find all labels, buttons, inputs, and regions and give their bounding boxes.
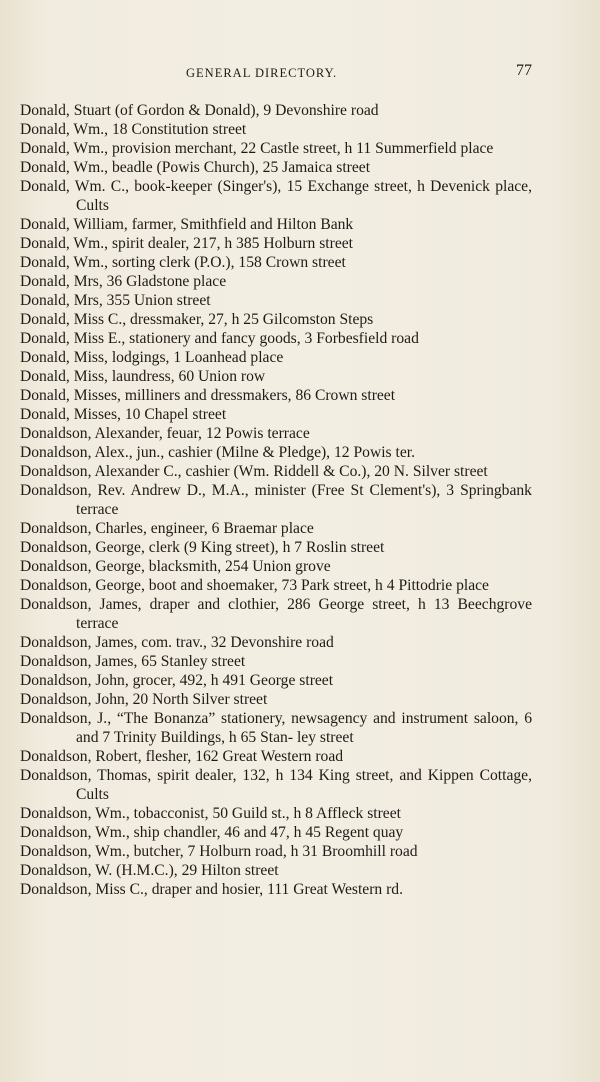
entry-line: Donald, Miss C., dressmaker, 27, h 25 Gilcomston Steps [20,311,374,328]
entry-line: Donald, Wm., sorting clerk (P.O.), 158 Crown street [20,254,346,271]
directory-entry [20,253,532,272]
directory-entry [20,557,532,576]
directory-entry [20,101,532,120]
entry-line: Donaldson, Wm., ship chandler, 46 and 47, h 45 Regent quay [20,824,404,841]
entry-line: Donald, Misses, 10 Chapel street [20,406,227,423]
entry-line: Donaldson, Miss C., draper and hosier, 111 Great Western rd. [20,881,403,898]
entry-line: Donald, Wm., spirit dealer, 217, h 385 Holburn street [20,235,353,252]
entry-line: Donald, Miss E., stationery and fancy goods, 3 Forbesfield road [20,330,419,347]
entry-line: Donaldson, W. (H.M.C.), 29 Hilton street [20,862,279,879]
directory-entry [20,595,532,633]
entry-line: Donald, Mrs, 355 Union street [20,292,211,309]
directory-entry [20,861,532,880]
entry-line: Donaldson, Robert, flesher, 162 Great Western road [20,748,344,765]
running-title: GENERAL DIRECTORY. [186,66,338,80]
entry-line: Beechgrove terrace [76,596,532,632]
entry-line: Donaldson, Thomas, spirit dealer, 132, h 134 King street, and [20,767,422,784]
directory-entry [20,424,532,443]
directory-entry [20,158,532,177]
entry-line: Silver street [412,463,488,480]
directory-entry [20,291,532,310]
directory-entry [20,367,532,386]
directory-entry [20,234,532,253]
entry-line: Donaldson, J., “The Bonanza” stationery, newsagency and [20,710,396,727]
entry-line: Donald, Miss, laundress, 60 Union row [20,368,266,385]
directory-entry [20,823,532,842]
entry-line: Donaldson, Alex., jun., cashier (Milne & Pledge), 12 Powis ter. [20,444,415,461]
directory-entry [20,519,532,538]
entry-line: h Devenick place, Cults [76,178,532,214]
entry-line: Donald, Mrs, 36 Gladstone place [20,273,227,290]
entry-line: Donaldson, George, blacksmith, 254 Union grove [20,558,331,575]
entry-line: Donald, Stuart (of Gordon & Donald), 9 Devonshire road [20,102,379,119]
directory-entry [20,880,532,899]
entry-line: Donaldson, George, boot and shoemaker, 73 Park street, h [20,577,383,594]
entry-line: 4 Pittodrie place [386,577,489,594]
page-number: 77 [516,62,532,79]
directory-entry [20,842,532,861]
directory-entry [20,177,532,215]
directory-entry [20,633,532,652]
directory-entry [20,481,532,519]
directory-entry [20,443,532,462]
entry-line: road [389,843,418,860]
entry-line: ley street [296,729,354,746]
directory-entry [20,804,532,823]
directory-entry [20,386,532,405]
entry-line: Donaldson, James, 65 Stanley street [20,653,246,670]
entry-line: Donald, Misses, milliners and dressmakers, 86 Crown street [20,387,396,404]
entry-line: Donald, Wm., beadle (Powis Church), 25 Jamaica street [20,159,371,176]
entry-line: Donaldson, Alexander C., cashier (Wm. Riddell & Co.), 20 N. [20,463,409,480]
directory-entry [20,329,532,348]
directory-entry [20,690,532,709]
directory-entry [20,462,532,481]
entry-line: Summerfield place [375,140,494,157]
page-header [20,62,532,84]
entry-line: Donald, Wm., provision merchant, 22 Castle street, h 11 [20,140,372,157]
directory-entry [20,139,532,158]
entry-line: Donald, William, farmer, Smithfield and Hilton Bank [20,216,354,233]
entry-line: Donaldson, Wm., butcher, 7 Holburn road, h 31 Broomhill [20,843,386,860]
entry-line: Donaldson, Rev. Andrew D., M.A., minister (Free St [20,482,364,499]
entry-line: instrument saloon, 6 and 7 Trinity Buildings, h 65 Stan- [76,710,532,746]
directory-entry [20,576,532,595]
directory-entry [20,272,532,291]
directory-entry [20,348,532,367]
entry-line: Donaldson, Alexander, feuar, 12 Powis terrace [20,425,310,442]
directory-entry [20,766,532,804]
directory-entry [20,405,532,424]
directory-entry [20,215,532,234]
directory-entry [20,538,532,557]
entry-line: Kippen Cottage, Cults [76,767,532,803]
entry-line: Donaldson, John, grocer, 492, h 491 George street [20,672,334,689]
entry-line: Donaldson, James, com. trav., 32 Devonshire road [20,634,334,651]
directory-entry [20,671,532,690]
entry-line: Donaldson, Charles, engineer, 6 Braemar place [20,520,314,537]
entry-line: Donaldson, Wm., tobacconist, 50 Guild st., h 8 Affleck street [20,805,401,822]
directory-entry [20,652,532,671]
entry-line: Clement's), 3 Springbank terrace [76,482,532,518]
entry-line: Donald, Miss, lodgings, 1 Loanhead place [20,349,284,366]
entry-line: Donald, Wm., 18 Constitution street [20,121,247,138]
directory-entries [20,101,532,899]
directory-entry [20,310,532,329]
entry-line: Donaldson, James, draper and clothier, 286 George street, h 13 [20,596,450,613]
entry-line: Donald, Wm. C., book-keeper (Singer's), 15 Exchange street, [20,178,412,195]
entry-line: Donaldson, George, clerk (9 King street), h 7 Roslin street [20,539,385,556]
directory-entry [20,709,532,747]
directory-entry [20,747,532,766]
entry-line: Donaldson, John, 20 North Silver street [20,691,268,708]
directory-entry [20,120,532,139]
